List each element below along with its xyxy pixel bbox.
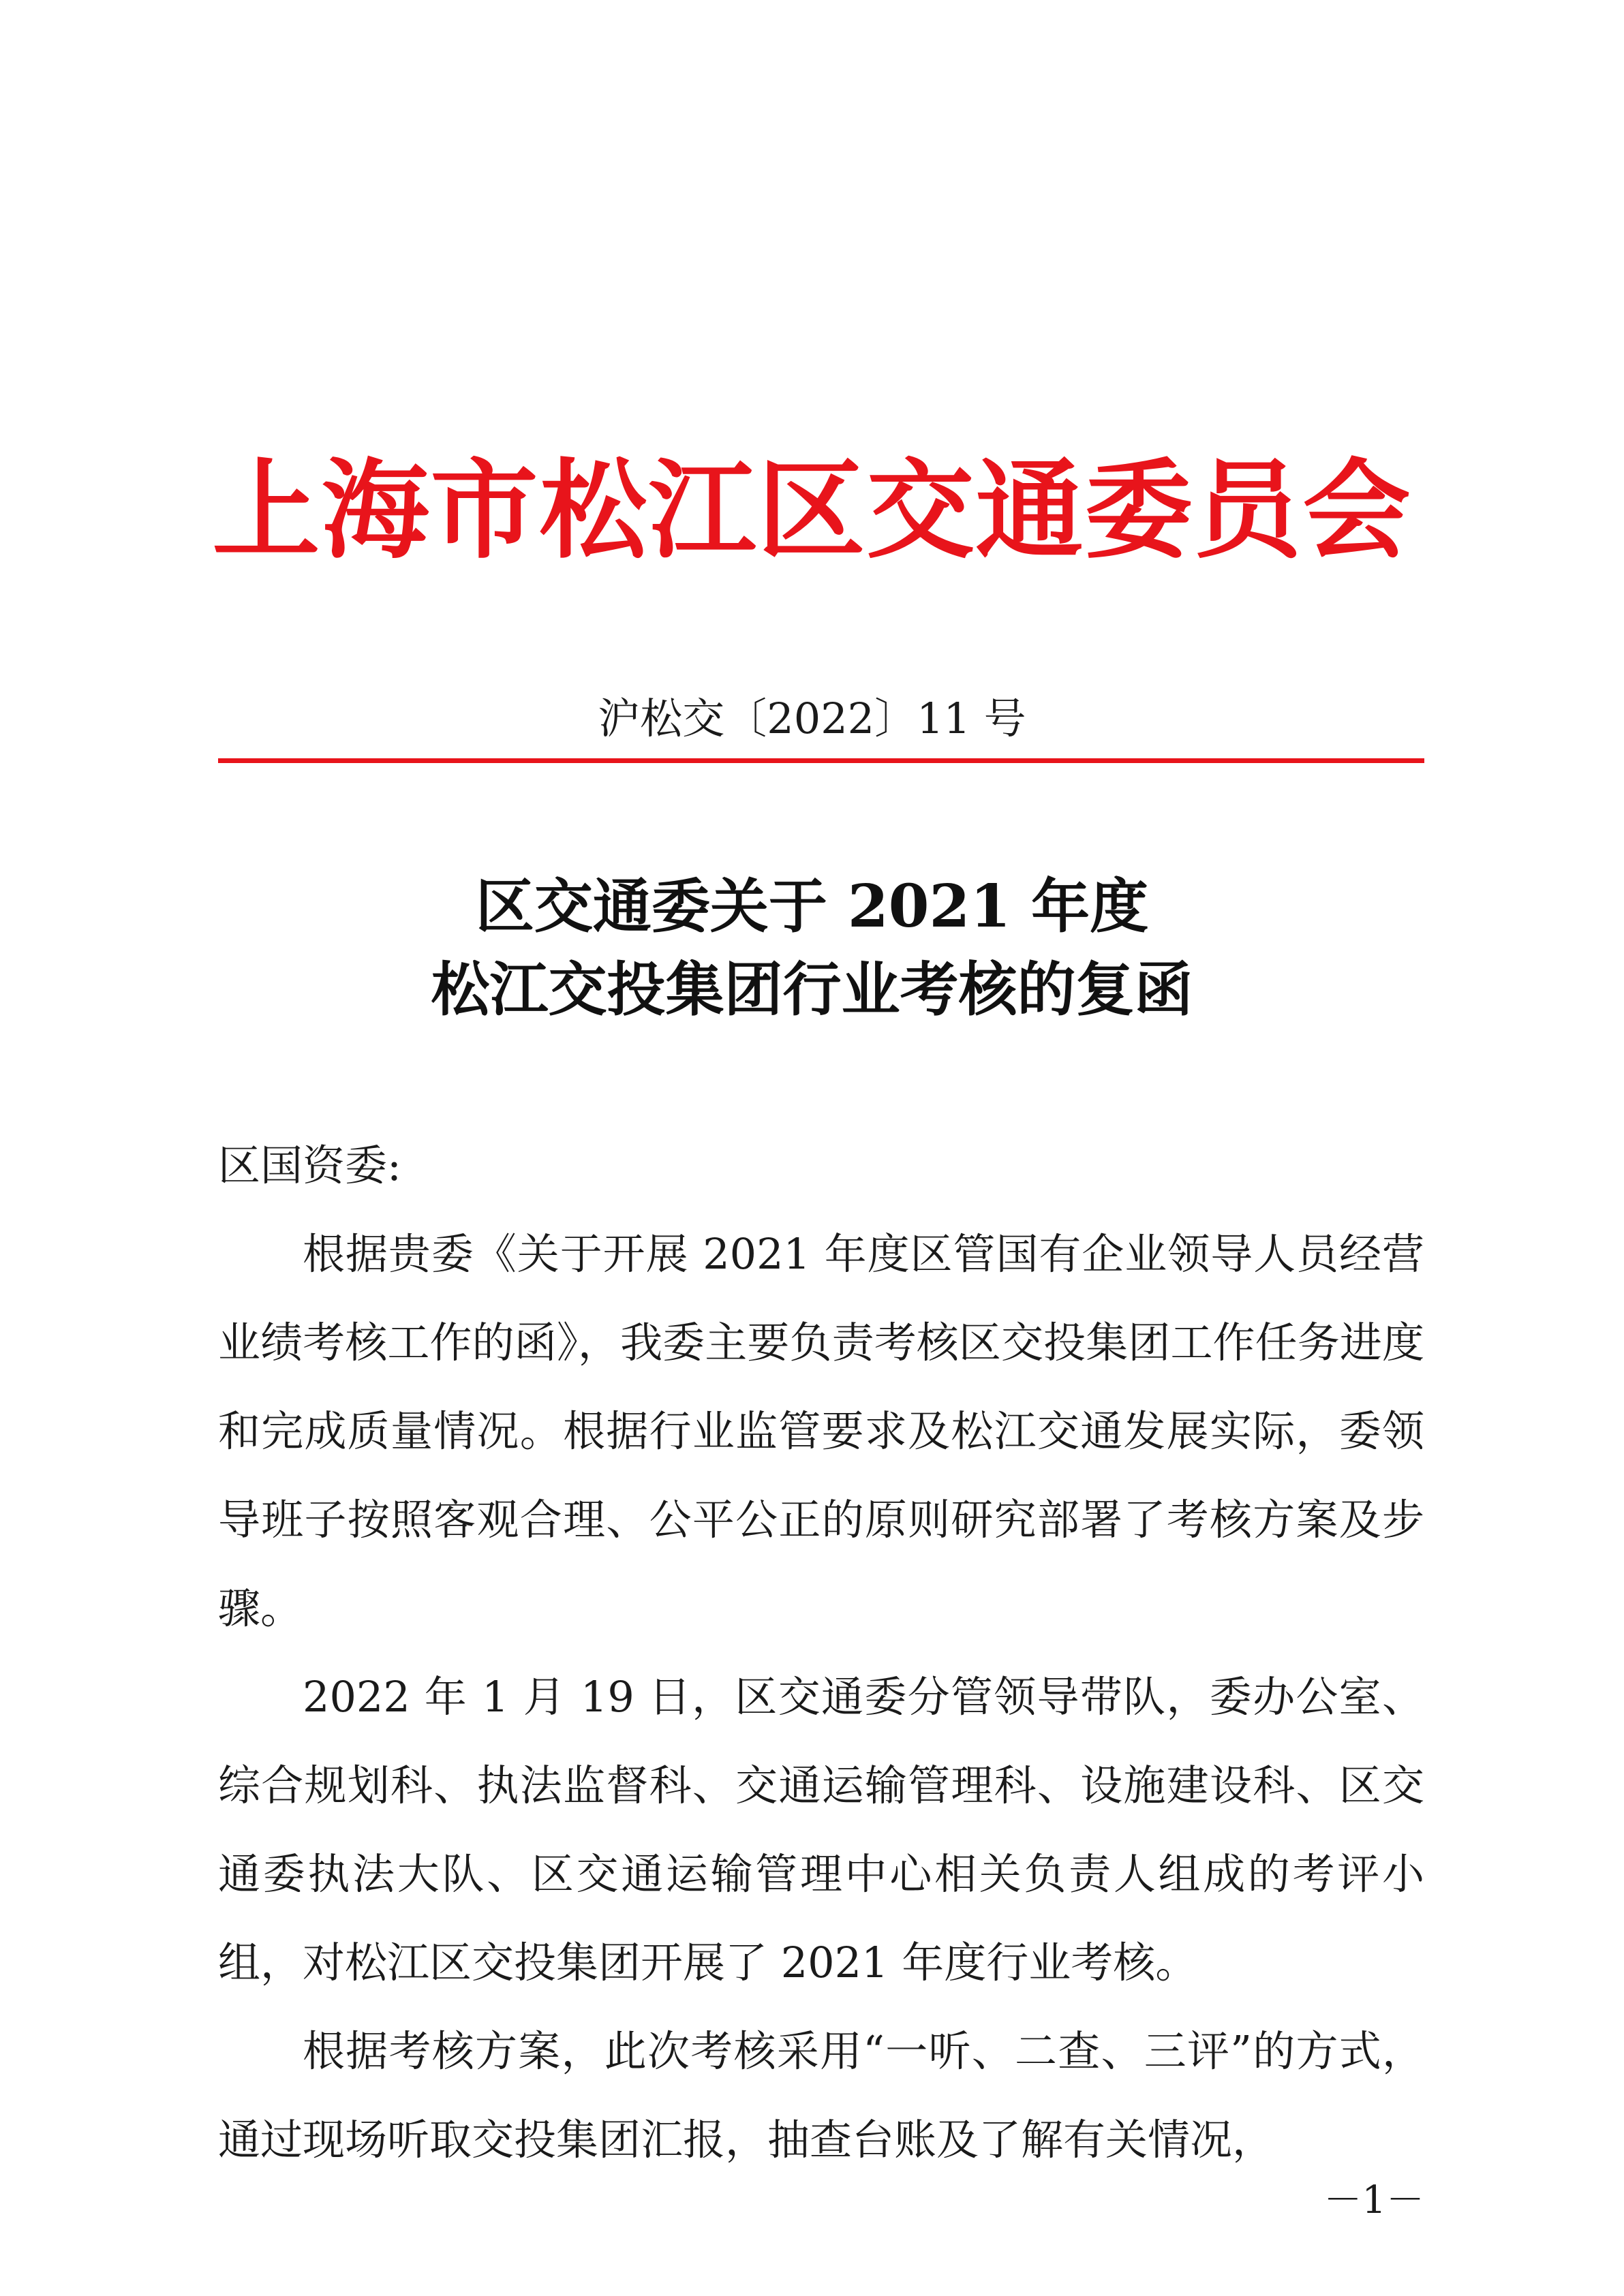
- paragraph-3: 根据考核方案，此次考核采用“一听、二查、三评”的方式，通过现场听取交投集团汇报，抽查台账及了解有关情况，: [218, 2026, 1424, 2165]
- document-number: 沪松交〔2022〕11 号: [598, 694, 1026, 743]
- title-line-2: 松江交投集团行业考核的复函: [431, 955, 1193, 1024]
- salutation: 区国资委:: [218, 1141, 401, 1190]
- paragraph-1: 根据贵委《关于开展 2021 年度区管国有企业领导人员经营业绩考核工作的函》，我委主要负责考核区交投集团工作任务进度和完成质量情况。根据行业监管要求及松江交通发展实际，委领导班子按照客观合理、公平公正的原则研究部署了考核方案及步骤。: [218, 1229, 1424, 1633]
- paragraph-2: 2022 年 1 月 19 日，区交通委分管领导带队，委办公室、综合规划科、执法监督科、交通运输管理科、设施建设科、区交通委执法大队、区交通运输管理中心相关负责人组成的考评小组，对松江区交投集团开展了 2021 年度行业考核。: [218, 1672, 1424, 1987]
- title-line-1: 区交通委关于 2021 年度: [475, 872, 1149, 941]
- letter-body: [218, 1210, 1424, 2184]
- page-number: －1－: [1323, 2178, 1424, 2222]
- document-title: [0, 865, 1624, 1031]
- red-divider-line: [218, 758, 1424, 763]
- issuer-masthead: 上海市松江区交通委员会: [212, 448, 1412, 574]
